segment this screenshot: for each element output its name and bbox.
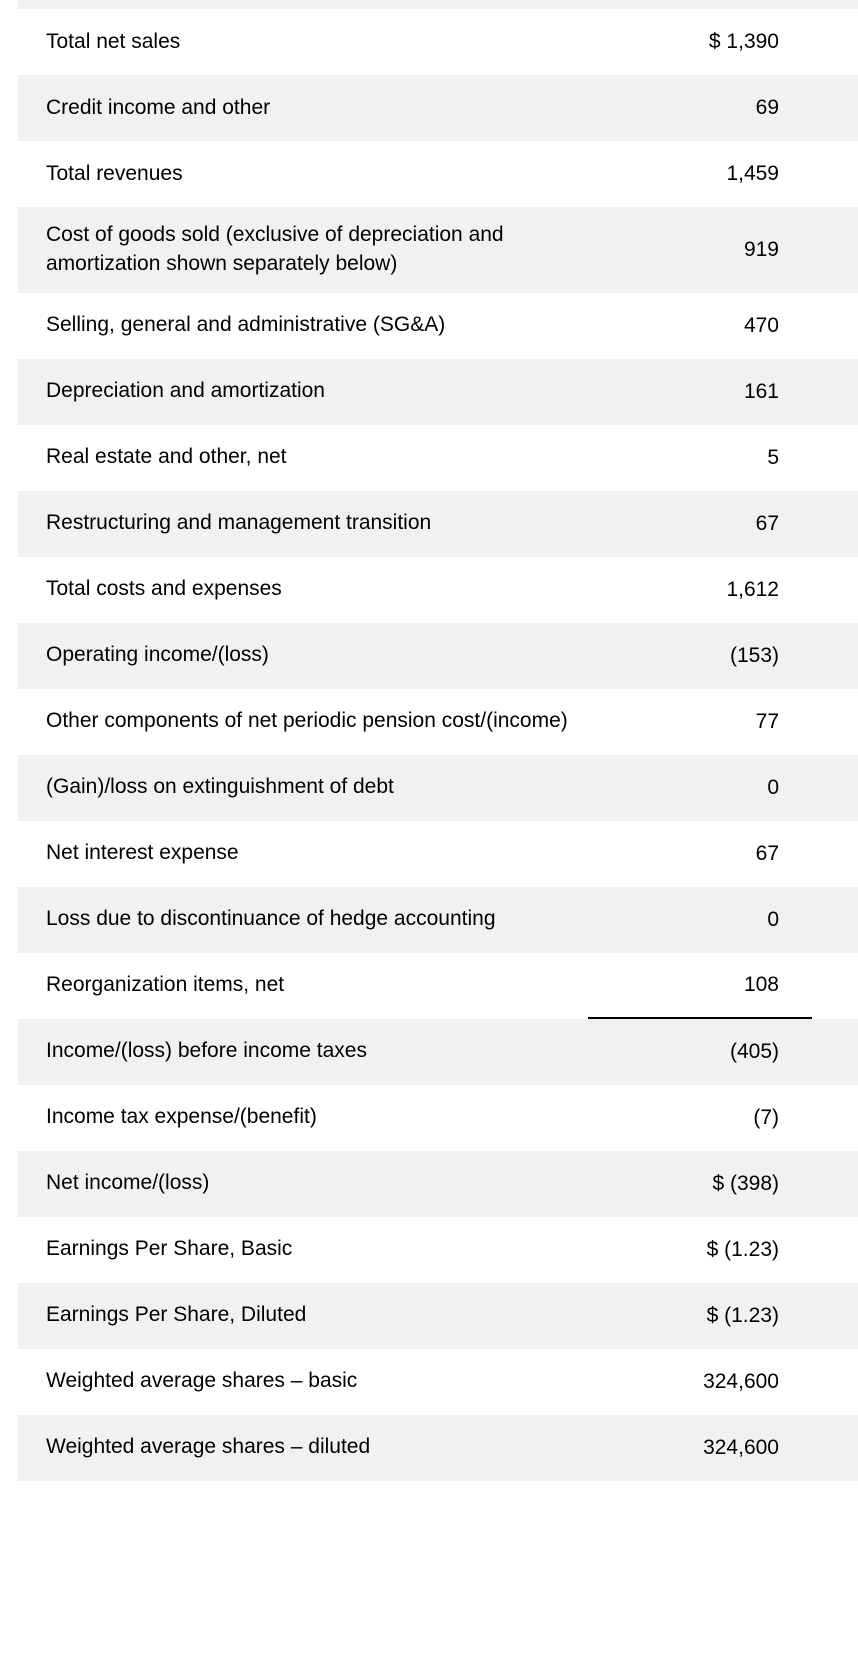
- row-label: Other components of net periodic pension cost/(income): [46, 709, 568, 733]
- row-value: $ (1.23): [706, 1237, 779, 1261]
- row-value: $ (1.23): [706, 1303, 779, 1327]
- table-row: [18, 1283, 858, 1349]
- row-label: Weighted average shares – basic: [46, 1369, 358, 1393]
- row-value: 67: [755, 511, 779, 535]
- row-label: Net income/(loss): [46, 1171, 210, 1195]
- row-value: 324,600: [703, 1435, 779, 1459]
- row-value: 1,459: [726, 162, 779, 185]
- row-value: $ 1,390: [708, 30, 779, 53]
- row-value: 470: [743, 313, 779, 337]
- table-row: [18, 689, 858, 755]
- table-row: [18, 425, 858, 491]
- row-label: Restructuring and management transition: [46, 511, 432, 535]
- row-value: 1,612: [726, 577, 779, 601]
- row-label: Income/(loss) before income taxes: [46, 1039, 367, 1063]
- row-label: Total costs and expenses: [46, 577, 282, 601]
- row-label: Weighted average shares – diluted: [46, 1435, 371, 1459]
- table-row: [18, 557, 858, 623]
- row-value: 67: [755, 841, 779, 865]
- table-row: [18, 293, 858, 359]
- table-row: [18, 755, 858, 821]
- row-value: 0: [767, 775, 779, 799]
- table-row: [18, 821, 858, 887]
- row-value: 161: [743, 379, 779, 403]
- row-label: Total revenues: [46, 161, 183, 185]
- cut-off-row-top: [18, 0, 858, 9]
- table-row: [18, 887, 858, 953]
- row-value: (153): [729, 643, 779, 667]
- income-statement-table: [18, 9, 858, 1481]
- table-row: [18, 1217, 858, 1283]
- row-label: Loss due to discontinuance of hedge accounting: [46, 907, 496, 931]
- table-row: [18, 1151, 858, 1217]
- row-label: Total net sales: [46, 29, 181, 53]
- table-row: [18, 207, 858, 293]
- table-row: [18, 9, 858, 75]
- table-row: [18, 1349, 858, 1415]
- table-row: [18, 75, 858, 141]
- row-label: Earnings Per Share, Basic: [46, 1237, 293, 1261]
- row-value: 0: [767, 907, 779, 931]
- row-label: Cost of goods sold (exclusive of depreciation and amortization shown separately below): [46, 223, 504, 275]
- table-row: [18, 359, 858, 425]
- row-value: 324,600: [703, 1369, 779, 1393]
- table-row: [18, 1415, 858, 1481]
- row-value: (7): [753, 1105, 779, 1129]
- row-value: 77: [755, 709, 779, 733]
- row-label: Depreciation and amortization: [46, 379, 325, 403]
- row-value: 5: [767, 445, 779, 469]
- row-value: $ (398): [712, 1171, 779, 1195]
- table-row: [18, 1019, 858, 1085]
- table-row: [18, 491, 858, 557]
- row-label: Operating income/(loss): [46, 643, 269, 667]
- table-row: [18, 141, 858, 207]
- table-row: [18, 953, 858, 1019]
- row-label: Reorganization items, net: [46, 973, 285, 997]
- row-label: Earnings Per Share, Diluted: [46, 1303, 307, 1327]
- table-row: [18, 1085, 858, 1151]
- row-value: (405): [729, 1039, 779, 1063]
- row-value: 69: [755, 96, 779, 119]
- row-label: Selling, general and administrative (SG&A): [46, 313, 446, 337]
- row-label: Real estate and other, net: [46, 445, 287, 469]
- table-row: [18, 623, 858, 689]
- row-value: 919: [743, 237, 779, 261]
- row-label: Income tax expense/(benefit): [46, 1105, 317, 1129]
- row-label: Credit income and other: [46, 95, 271, 119]
- row-value: 108: [588, 953, 812, 1019]
- row-label: Net interest expense: [46, 841, 239, 865]
- row-label: (Gain)/loss on extinguishment of debt: [46, 775, 394, 799]
